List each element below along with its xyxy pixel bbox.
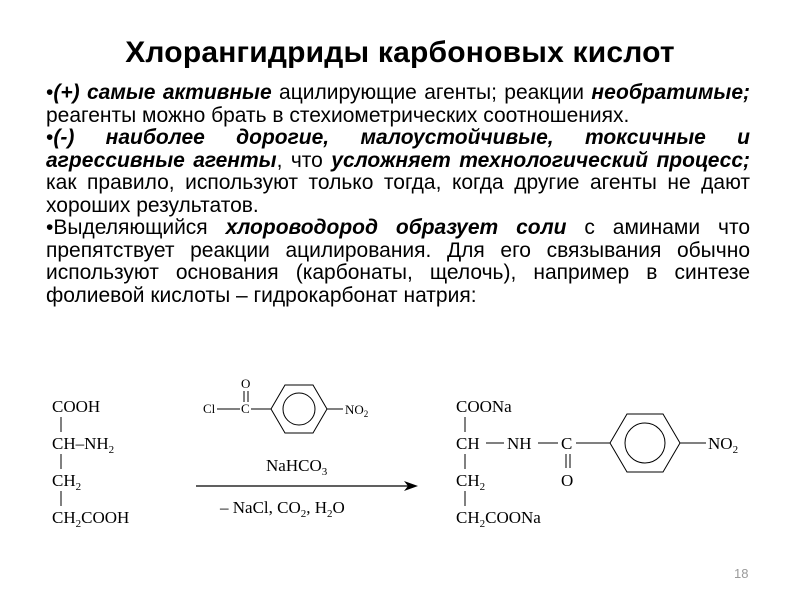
reactant1-ch2: $CH_2$ — [52, 471, 82, 493]
reactant2-carbon: C — [241, 401, 250, 416]
reactant2-oxygen: O — [241, 376, 251, 391]
product-oxygen: O — [561, 471, 574, 490]
nitrobenzoyl-chloride — [203, 376, 368, 433]
reactant1-cooh: COOH — [52, 397, 101, 416]
aromatic-circle — [283, 393, 315, 425]
bullet-hcl: • Выделяющийся хлороводород образует соли с аминами что препятствует реакции ацилирования. Для его связывания обычно используют основания (карбонаты, щелочь), например в синтезе фолиевой кислоты – гидрокарбонат натрия: — [46, 217, 750, 307]
product-ch2coona: $CH_2COONa$ — [456, 508, 541, 530]
reagent-nahco3: NaHCO$_3$ — [266, 456, 328, 478]
reactant2-chlorine: Cl — [203, 401, 216, 416]
bullet-disadvantages: • (-) наиболее дорогие, малоустойчивые, токсичные и агрессивные агенты, что усложняет технологический процесс; как правило, используют только тогда, когда другие агенты не дают хороших результатов. — [46, 127, 750, 217]
aromatic-circle — [625, 423, 665, 463]
reactant1-ch-nh2: $CH-NH_2$ — [52, 434, 115, 456]
benzene-ring — [271, 385, 327, 433]
bullet-list — [46, 82, 750, 307]
reactant1-ch2cooh: $CH_2COOH$ — [52, 508, 130, 530]
product-ch: CH — [456, 434, 480, 453]
reaction-conditions — [196, 456, 418, 520]
glutamic-acid — [52, 397, 129, 530]
reaction-scheme — [0, 360, 800, 560]
product-coona: COONa — [456, 397, 512, 416]
product-no2: $NO_2$ — [708, 434, 739, 456]
bullet-advantages: • (+) самые активные ацилирующие агенты; реакции необратимые; реагенты можно брать в стехиометрических соотношениях. — [46, 82, 750, 127]
page-number: 18 — [734, 566, 749, 581]
byproducts: – NaCl, $CO_2$, $H_2O$ — [220, 498, 345, 520]
slide-title: Хлорангидриды карбоновых кислот — [125, 36, 675, 69]
reaction-svg — [0, 360, 800, 560]
product — [456, 397, 738, 530]
reactant2-no2: $NO_2$ — [345, 402, 369, 419]
product-carbon: C — [561, 434, 573, 453]
product-nh: NH — [507, 434, 532, 453]
product-ch2: $CH_2$ — [456, 471, 486, 493]
